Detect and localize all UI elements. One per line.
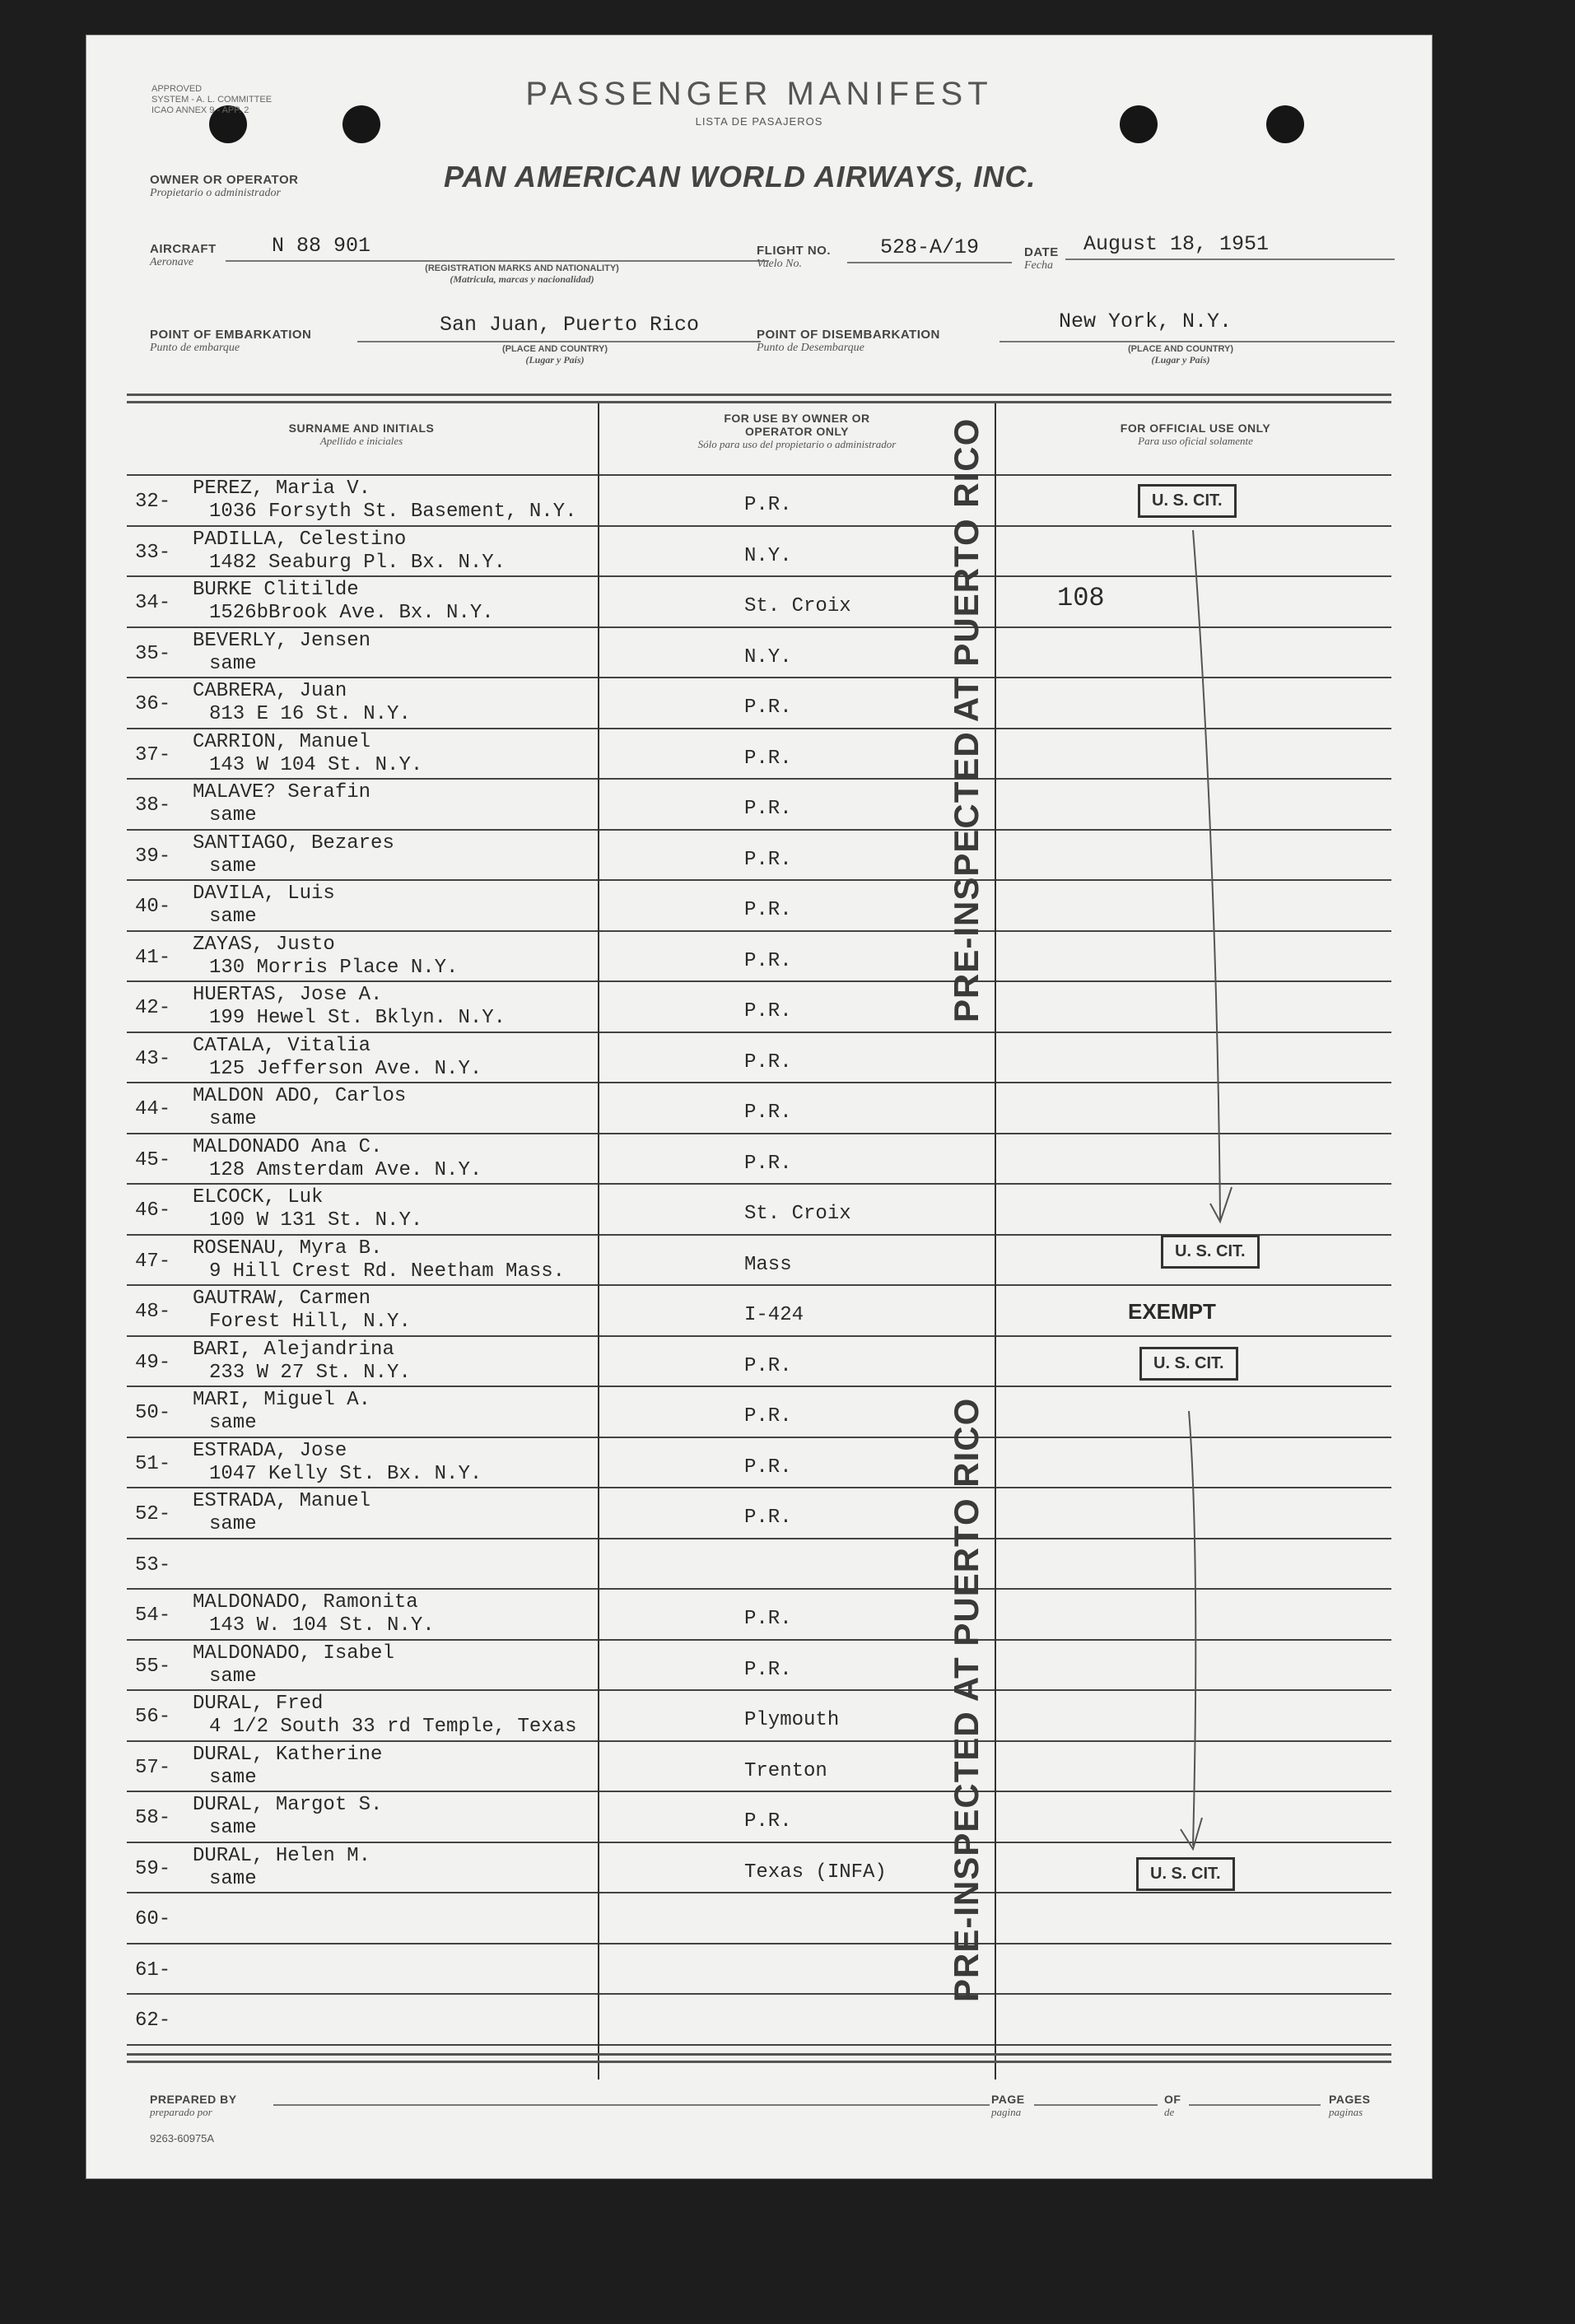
disembark-value: New York, N.Y. — [1059, 310, 1233, 333]
pre-inspected-stamp: PRE-INSPECTED AT PUERTO RICO — [947, 1397, 986, 2002]
passenger-address: 199 Hewel St. Bklyn. N.Y. — [209, 1007, 506, 1029]
passenger-name: MALDONADO, Isabel — [193, 1642, 394, 1665]
date-label-es: Fecha — [1024, 259, 1053, 272]
row-number: 62- — [135, 2010, 171, 2032]
flight-label-es: Vuelo No. — [757, 258, 802, 270]
us-citizen-stamp: U. S. CIT. — [1139, 1347, 1238, 1381]
passenger-address: 143 W. 104 St. N.Y. — [209, 1614, 435, 1637]
aircraft-label: AIRCRAFT — [150, 242, 217, 256]
row-number: 41- — [135, 946, 171, 969]
row-number: 54- — [135, 1604, 171, 1627]
row-number: 48- — [135, 1301, 171, 1323]
row-number: 44- — [135, 1098, 171, 1120]
operator-note: St. Croix — [744, 1203, 851, 1225]
passenger-address: same — [209, 1766, 257, 1789]
operator-note: P.R. — [744, 1507, 792, 1529]
operator-note: Plymouth — [744, 1709, 840, 1731]
passenger-address: 1526bBrook Ave. Bx. N.Y. — [209, 602, 494, 624]
form-number: 9263-60975A — [150, 2132, 215, 2145]
passenger-address: 1482 Seaburg Pl. Bx. N.Y. — [209, 551, 506, 574]
operator-note: P.R. — [744, 747, 792, 770]
us-citizen-stamp: U. S. CIT. — [1161, 1235, 1260, 1269]
row-number: 53- — [135, 1553, 171, 1577]
row-number: 39- — [135, 845, 171, 868]
passenger-name: MALDON ADO, Carlos — [193, 1085, 407, 1107]
passenger-name: ZAYAS, Justo — [193, 933, 335, 956]
exempt-stamp: EXEMPT — [1128, 1299, 1216, 1324]
operator-note: P.R. — [744, 1050, 792, 1074]
passenger-name: DAVILA, Luis — [193, 883, 335, 905]
passenger-address: same — [209, 1513, 257, 1535]
approval-line: SYSTEM - A. L. COMMITTEE — [151, 95, 273, 105]
operator-note: St. Croix — [744, 595, 851, 617]
passenger-address: same — [209, 1867, 257, 1890]
approval-line: ICAO ANNEX 9 - APP. 2 — [151, 105, 249, 115]
passenger-address: same — [209, 855, 257, 878]
form-subtitle: LISTA DE PASAJEROS — [695, 115, 823, 128]
passenger-address: 125 Jefferson Ave. N.Y. — [209, 1057, 482, 1080]
pages-label-block: PAGES paginas — [1329, 2093, 1371, 2118]
row-number: 33- — [135, 541, 171, 564]
page-label-block: PAGE pagina — [991, 2093, 1025, 2118]
passenger-name: MALAVE? Serafin — [193, 781, 371, 803]
row-number: 42- — [135, 997, 171, 1019]
form-title: PASSENGER MANIFEST — [525, 76, 993, 112]
passenger-name: MALDONADO, Ramonita — [193, 1591, 418, 1614]
operator-note: P.R. — [744, 848, 792, 871]
row-number: 36- — [135, 693, 171, 715]
row-number: 43- — [135, 1047, 171, 1070]
passenger-address: 1036 Forsyth St. Basement, N.Y. — [209, 501, 577, 523]
passenger-name: DURAL, Margot S. — [193, 1794, 383, 1816]
row-number: 59- — [135, 1857, 171, 1880]
row-number: 38- — [135, 794, 171, 817]
row-number: 50- — [135, 1402, 171, 1424]
passenger-address: same — [209, 906, 257, 928]
operator-note: P.R. — [744, 1810, 792, 1833]
column-header-official-use: FOR OFFICIAL USE ONLY Para uso oficial solamente — [1120, 421, 1271, 447]
row-number: 49- — [135, 1351, 171, 1374]
underline — [1189, 2104, 1321, 2106]
aircraft-value: N 88 901 — [272, 234, 371, 258]
passenger-address: same — [209, 652, 257, 675]
passenger-name: PEREZ, Maria V. — [193, 477, 371, 500]
operator-note: P.R. — [744, 1101, 792, 1124]
operator-note: N.Y. — [744, 645, 792, 668]
passenger-address: same — [209, 804, 257, 827]
operator-note: P.R. — [744, 798, 792, 820]
passenger-address: same — [209, 1412, 257, 1434]
passenger-address: 9 Hill Crest Rd. Neetham Mass. — [209, 1260, 566, 1283]
date-label: DATE — [1024, 245, 1059, 259]
airline-name: PAN AMERICAN WORLD AIRWAYS, INC. — [444, 160, 1037, 193]
passenger-address: same — [209, 1665, 257, 1688]
row-number: 46- — [135, 1199, 171, 1222]
operator-note: Texas (INFA) — [744, 1861, 887, 1884]
passenger-name: MARI, Miguel A. — [193, 1389, 371, 1411]
operator-note: Mass — [744, 1253, 792, 1276]
passenger-name: DURAL, Fred — [193, 1693, 324, 1715]
flight-value: 528-A/19 — [880, 235, 980, 259]
prepared-by-block: PREPARED BY preparado por — [150, 2093, 237, 2118]
embark-label-es: Punto de embarque — [150, 342, 240, 354]
operator-note: P.R. — [744, 1658, 792, 1681]
column-header-owner-use: FOR USE BY OWNER OR OPERATOR ONLY Sólo para uso del propietario o administrador — [697, 412, 897, 450]
passenger-name: SANTIAGO, Bezares — [193, 831, 394, 855]
passenger-name: CATALA, Vitalia — [193, 1034, 371, 1057]
operator-note: P.R. — [744, 1354, 792, 1377]
flight-label: FLIGHT NO. — [757, 244, 831, 258]
embark-label: POINT OF EMBARKATION — [150, 328, 312, 342]
operator-note: P.R. — [744, 1000, 792, 1022]
operator-note: P.R. — [744, 1608, 792, 1630]
passenger-address: 1047 Kelly St. Bx. N.Y. — [209, 1462, 482, 1485]
passenger-address: Forest Hill, N.Y. — [209, 1311, 411, 1333]
passenger-address: 130 Morris Place N.Y. — [209, 956, 459, 979]
ditto-arrows — [86, 35, 1433, 2179]
passenger-address: 4 1/2 South 33 rd Temple, Texas — [209, 1716, 577, 1738]
row-number: 60- — [135, 1908, 171, 1930]
passenger-name: ESTRADA, Jose — [193, 1439, 347, 1462]
passenger-name: ESTRADA, Manuel — [193, 1490, 371, 1512]
passenger-name: BEVERLY, Jensen — [193, 629, 371, 652]
column-header-surname: SURNAME AND INITIALS Apellido e iniciales — [288, 421, 435, 447]
row-number: 61- — [135, 1958, 171, 1982]
operator-note: P.R. — [744, 1405, 792, 1427]
passenger-address: same — [209, 1108, 257, 1130]
passenger-address: 143 W 104 St. N.Y. — [209, 753, 423, 776]
disembark-label: POINT OF DISEMBARKATION — [757, 328, 940, 342]
passenger-name: BARI, Alejandrina — [193, 1338, 394, 1361]
us-citizen-stamp: U. S. CIT. — [1138, 484, 1237, 518]
passenger-name: CARRION, Manuel — [193, 730, 371, 753]
passenger-name: MALDONADO Ana C. — [193, 1135, 383, 1158]
pre-inspected-stamp: PRE-INSPECTED AT PUERTO RICO — [947, 417, 986, 1022]
operator-note: Trenton — [744, 1759, 827, 1782]
passenger-address: 128 Amsterdam Ave. N.Y. — [209, 1158, 482, 1181]
approval-line: APPROVED — [151, 84, 203, 94]
passenger-name: ELCOCK, Luk — [193, 1186, 324, 1209]
us-citizen-stamp: U. S. CIT. — [1136, 1857, 1235, 1891]
row-number: 34- — [135, 592, 171, 614]
operator-note: P.R. — [744, 899, 792, 921]
passenger-address: 233 W 27 St. N.Y. — [209, 1361, 411, 1384]
date-value: August 18, 1951 — [1083, 232, 1270, 256]
aircraft-caption: (REGISTRATION MARKS AND NATIONALITY) (Matricula, marcas y nacionalidad) — [425, 263, 619, 285]
passenger-name: ROSENAU, Myra B. — [193, 1237, 383, 1260]
embark-caption: (PLACE AND COUNTRY) (Lugar y País) — [501, 344, 608, 366]
row-number: 40- — [135, 896, 171, 918]
passenger-count: 108 — [1057, 583, 1105, 613]
operator-note: P.R. — [744, 1455, 792, 1479]
operator-note: N.Y. — [744, 544, 792, 567]
row-number: 55- — [135, 1655, 171, 1678]
manifest-paper — [86, 35, 1433, 2179]
row-number: 57- — [135, 1756, 171, 1779]
row-number: 56- — [135, 1706, 171, 1728]
row-number: 32- — [135, 491, 171, 513]
owner-label-es: Propietario o administrador — [150, 187, 281, 199]
operator-note: I-424 — [744, 1304, 804, 1326]
underline — [273, 2104, 990, 2106]
disembark-label-es: Punto de Desembarque — [757, 342, 864, 354]
row-number: 47- — [135, 1250, 171, 1273]
passenger-name: DURAL, Helen M. — [193, 1844, 371, 1867]
row-number: 51- — [135, 1452, 171, 1475]
passenger-address: 100 W 131 St. N.Y. — [209, 1209, 423, 1232]
passenger-name: CABRERA, Juan — [193, 680, 347, 702]
row-number: 35- — [135, 642, 171, 665]
aircraft-label-es: Aeronave — [150, 256, 194, 268]
of-label-block: OF de — [1164, 2093, 1181, 2118]
passenger-name: GAUTRAW, Carmen — [193, 1288, 371, 1310]
row-number: 37- — [135, 743, 171, 766]
operator-note: P.R. — [744, 696, 792, 719]
embark-value: San Juan, Puerto Rico — [440, 313, 700, 337]
passenger-address: 813 E 16 St. N.Y. — [209, 703, 411, 725]
row-number: 52- — [135, 1503, 171, 1525]
row-number: 45- — [135, 1148, 171, 1171]
passenger-name: PADILLA, Celestino — [193, 528, 407, 551]
operator-note: P.R. — [744, 1152, 792, 1175]
owner-label: OWNER OR OPERATOR — [150, 173, 299, 187]
passenger-name: DURAL, Katherine — [193, 1743, 383, 1766]
passenger-name: BURKE Clitilde — [193, 579, 359, 601]
operator-note: P.R. — [744, 949, 792, 972]
passenger-name: HUERTAS, Jose A. — [193, 984, 383, 1006]
passenger-address: same — [209, 1817, 257, 1839]
row-number: 58- — [135, 1807, 171, 1829]
operator-note: P.R. — [744, 494, 792, 516]
underline — [1034, 2104, 1158, 2106]
disembark-caption: (PLACE AND COUNTRY) (Lugar y País) — [1127, 344, 1234, 366]
